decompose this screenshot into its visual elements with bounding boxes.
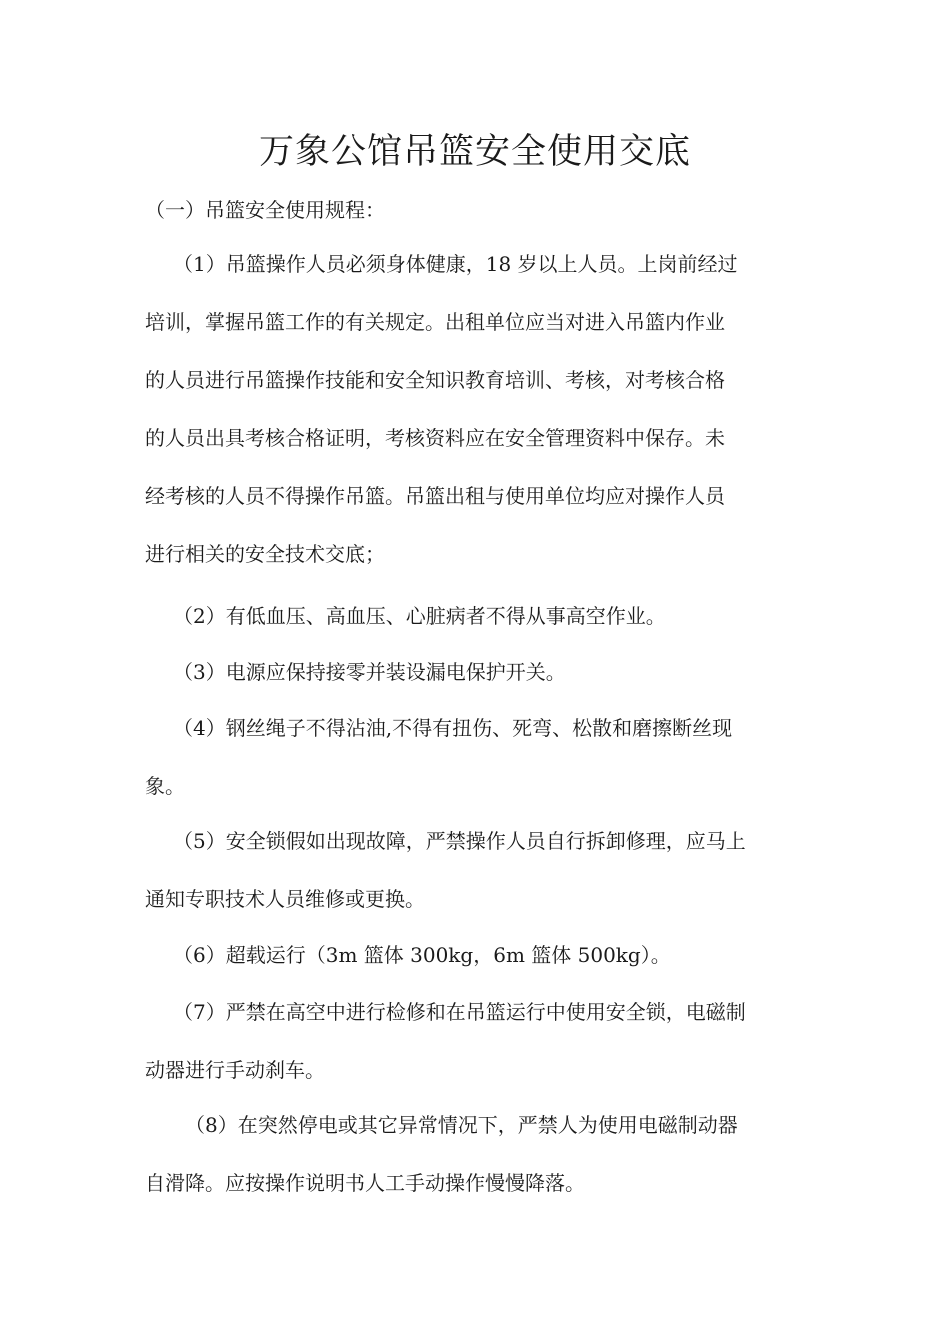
- paragraph-2: [145, 587, 825, 645]
- document-title: 万象公馆吊篮安全使用交底: [258, 132, 691, 172]
- paragraph-line: 的人员出具考核合格证明，考核资料应在安全管理资料中保存。未: [145, 426, 725, 450]
- paragraph-line: （8）在突然停电或其它异常情况下，严禁人为使用电磁制动器: [185, 1113, 738, 1137]
- paragraph-3: [145, 643, 825, 701]
- paragraph-line: 象。: [145, 774, 185, 798]
- paragraph-line: （4）钢丝绳子不得沾油,不得有扭伤、死弯、松散和磨擦断丝现: [173, 716, 733, 740]
- paragraph-line: 培训，掌握吊篮工作的有关规定。出租单位应当对进入吊篮内作业: [145, 310, 725, 334]
- paragraph-line: （6）超载运行（3m 篮体 300kg，6m 篮体 500kg）。: [173, 943, 671, 967]
- paragraph-line: （7）严禁在高空中进行检修和在吊篮运行中使用安全锁，电磁制: [173, 1000, 746, 1024]
- paragraph-line: 的人员进行吊篮操作技能和安全知识教育培训、考核，对考核合格: [145, 368, 725, 392]
- paragraph-5: [145, 812, 825, 928]
- paragraph-4: [145, 699, 825, 815]
- paragraph-line: （5）安全锁假如出现故障，严禁操作人员自行拆卸修理，应马上: [173, 829, 746, 853]
- paragraph-line: 通知专职技术人员维修或更换。: [145, 887, 425, 911]
- paragraph-line: （1）吊篮操作人员必须身体健康，18 岁以上人员。上岗前经过: [173, 252, 738, 276]
- paragraph-8: [145, 1096, 825, 1212]
- paragraph-1: [145, 235, 825, 583]
- paragraph-7: [145, 983, 825, 1099]
- paragraph-line: （3）电源应保持接零并装设漏电保护开关。: [173, 660, 566, 684]
- paragraph-line: 经考核的人员不得操作吊篮。吊篮出租与使用单位均应对操作人员: [145, 484, 725, 508]
- paragraph-line: 进行相关的安全技术交底；: [145, 542, 385, 566]
- paragraph-6: [145, 926, 825, 984]
- section-heading: （一）吊篮安全使用规程：: [145, 198, 385, 222]
- paragraph-line: 自滑降。应按操作说明书人工手动操作慢慢降落。: [145, 1171, 585, 1195]
- paragraph-line: 动器进行手动刹车。: [145, 1058, 325, 1082]
- paragraph-line: （2）有低血压、高血压、心脏病者不得从事高空作业。: [173, 604, 666, 628]
